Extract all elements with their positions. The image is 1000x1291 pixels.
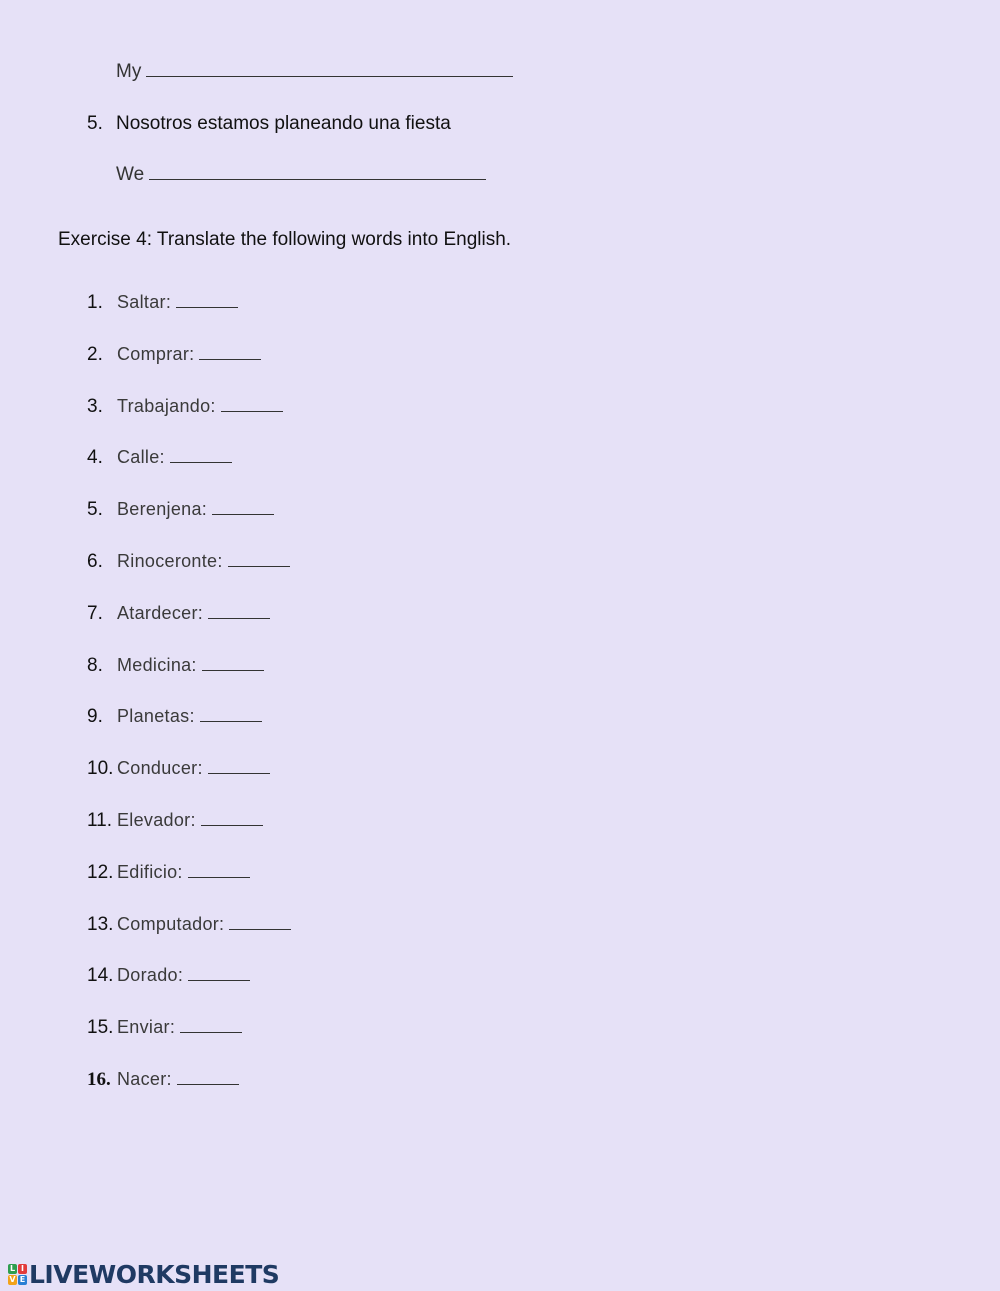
- item-word: [117, 914, 291, 935]
- item-word: [117, 758, 270, 779]
- answer-blank[interactable]: [177, 1083, 239, 1085]
- item-word: [117, 396, 283, 417]
- item-word: [117, 965, 250, 986]
- item-word-text: Nacer:: [117, 1069, 172, 1089]
- item-word: [117, 1069, 239, 1090]
- item-number: 7.: [87, 602, 103, 624]
- exercise-4-heading: Exercise 4: Translate the following words into English.: [58, 229, 512, 250]
- item-word: [117, 603, 270, 624]
- item-word-text: Saltar:: [117, 292, 172, 312]
- answer-blank[interactable]: [208, 617, 270, 619]
- my-answer-blank[interactable]: [146, 75, 513, 77]
- item-word: [117, 447, 232, 468]
- logo-mark-icon: [8, 1264, 27, 1285]
- answer-blank[interactable]: [199, 358, 261, 360]
- answer-blank[interactable]: [228, 565, 290, 567]
- logo-mark-letter: V: [9, 1274, 16, 1284]
- item-word-text: Calle:: [117, 447, 165, 468]
- my-answer-line: [116, 61, 513, 83]
- item-word-text: Edificio:: [117, 861, 183, 882]
- item-word: [117, 862, 250, 883]
- item-word-text: Berenjena:: [117, 499, 208, 520]
- answer-blank[interactable]: [208, 772, 270, 774]
- logo-text: LIVEWORKSHEETS: [29, 1259, 280, 1289]
- logo-mark-letter: E: [19, 1274, 26, 1284]
- item-word: [117, 706, 262, 727]
- item-number: 6.: [87, 551, 103, 572]
- item-number: 14.: [87, 965, 114, 987]
- item-number: 15.: [87, 1017, 114, 1039]
- answer-blank[interactable]: [221, 410, 283, 412]
- answer-blank[interactable]: [202, 669, 264, 671]
- answer-blank[interactable]: [180, 1031, 242, 1033]
- item-word-text: Computador:: [117, 913, 225, 934]
- logo-mark-letter: I: [18, 1264, 27, 1274]
- item-word: [117, 499, 274, 520]
- item-word-text: Conducer:: [117, 758, 203, 779]
- item-number: 3.: [87, 395, 103, 417]
- answer-blank[interactable]: [200, 720, 262, 722]
- answer-blank[interactable]: [176, 306, 238, 308]
- item-word: [117, 655, 264, 676]
- item-number: 16.: [87, 1069, 111, 1090]
- item-number: 1.: [87, 292, 103, 313]
- item-word-text: Dorado:: [117, 965, 184, 986]
- item-word-text: Atardecer:: [117, 602, 204, 623]
- item-word-text: Medicina:: [117, 654, 197, 675]
- my-prompt: My: [116, 61, 142, 82]
- item-number: 13.: [87, 913, 114, 935]
- item-number: 2.: [87, 343, 103, 365]
- answer-blank[interactable]: [229, 928, 291, 930]
- item-number: 9.: [87, 706, 103, 728]
- we-answer-blank[interactable]: [149, 178, 486, 180]
- item-number: 11.: [87, 810, 113, 831]
- item-word-text: Rinoceronte:: [117, 551, 223, 571]
- logo-mark-letter: L: [9, 1263, 16, 1273]
- answer-blank[interactable]: [170, 461, 232, 463]
- item-word: [117, 1017, 242, 1038]
- item-number: 8.: [87, 654, 103, 676]
- item-word-text: Enviar:: [117, 1017, 176, 1038]
- item-number: 12.: [87, 861, 114, 883]
- item-number: 4.: [87, 447, 103, 469]
- item-number: 10.: [87, 758, 114, 780]
- we-answer-line: [116, 164, 486, 186]
- item-word-text: Planetas:: [117, 706, 195, 727]
- item-word-text: Comprar:: [117, 343, 195, 364]
- item-word: [117, 344, 261, 365]
- question-5-text: Nosotros estamos planeando una fiesta: [116, 113, 451, 134]
- question-5-number: 5.: [87, 113, 103, 134]
- item-word-text: Trabajando:: [117, 395, 216, 416]
- liveworksheets-logo: [8, 1260, 279, 1288]
- answer-blank[interactable]: [212, 513, 274, 515]
- item-word: [117, 810, 263, 831]
- item-word: [117, 292, 238, 313]
- item-word: [117, 551, 290, 572]
- answer-blank[interactable]: [201, 824, 263, 826]
- answer-blank[interactable]: [188, 979, 250, 981]
- item-number: 5.: [87, 499, 103, 521]
- item-word-text: Elevador:: [117, 810, 196, 830]
- we-prompt: We: [116, 164, 145, 185]
- answer-blank[interactable]: [188, 876, 250, 878]
